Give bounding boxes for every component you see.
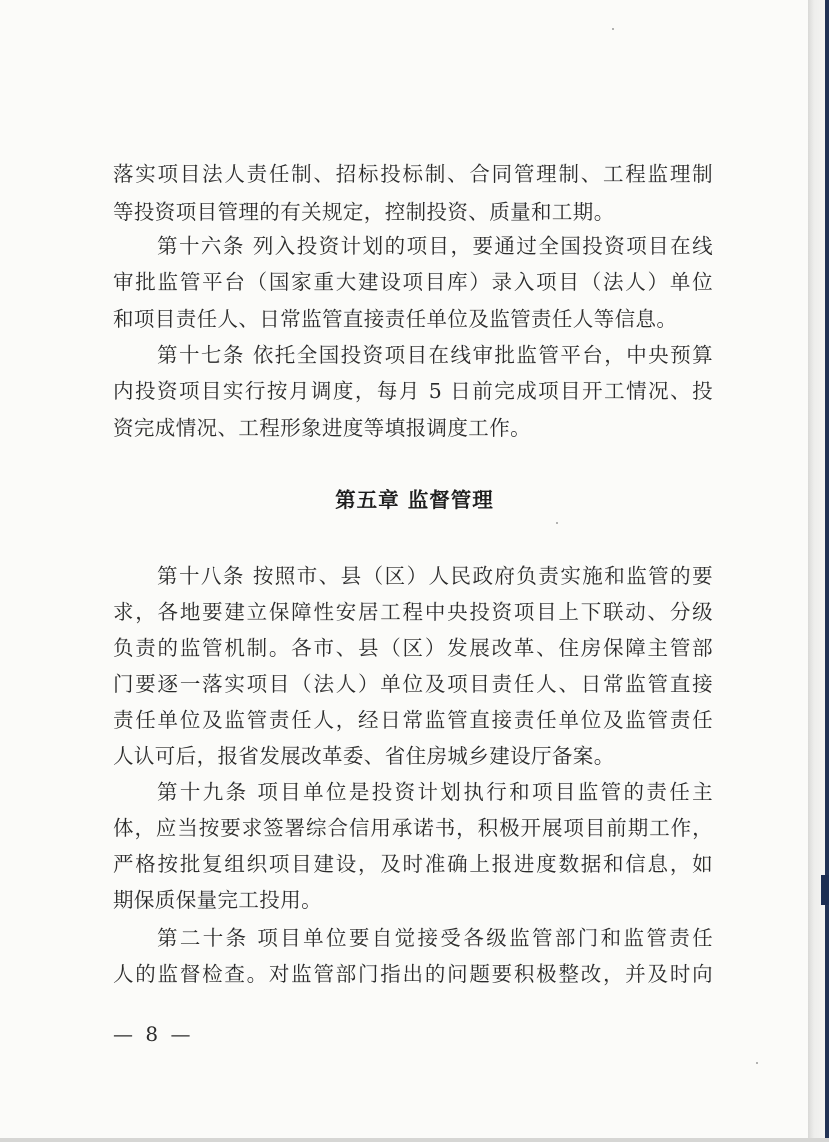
text-line: 人认可后，报省发展改革委、省住房城乡建设厅备案。	[113, 744, 615, 768]
text-line: 门要逐一落实项目（法人）单位及项目责任人、日常监管直接	[113, 672, 713, 696]
scan-speck	[612, 28, 614, 30]
article-17-start: 第十七条 依托全国投资项目在线审批监管平台，中央预算	[157, 343, 713, 367]
scan-speck	[756, 1062, 758, 1064]
text-line: 和项目责任人、日常监管直接责任单位及监管责任人等信息。	[113, 307, 678, 331]
article-19-start: 第十九条 项目单位是投资计划执行和项目监管的责任主	[157, 780, 713, 804]
text-line: 严格按批复组织项目建设，及时准确上报进度数据和信息，如	[113, 852, 713, 876]
chapter-heading: 第五章 监督管理	[335, 488, 494, 512]
text-line: 体，应当按要求签署综合信用承诺书，积极开展项目前期工作，	[113, 816, 713, 840]
article-18-start: 第十八条 按照市、县（区）人民政府负责实施和监管的要	[157, 564, 713, 588]
text-line: 内投资项目实行按月调度，每月 5 日前完成项目开工情况、投	[113, 379, 713, 403]
text-line: 负责的监管机制。各市、县（区）发展改革、住房保障主管部	[113, 636, 713, 660]
text-line: 审批监管平台（国家重大建设项目库）录入项目（法人）单位	[113, 270, 713, 294]
scan-bottom-edge	[0, 1138, 829, 1142]
page-number: — 8 —	[113, 1022, 194, 1046]
scan-binding-edge	[825, 0, 829, 1142]
scan-binding-mark	[821, 875, 829, 905]
text-line: 人的监督检查。对监管部门指出的问题要积极整改，并及时向	[113, 962, 713, 986]
text-line: 等投资项目管理的有关规定，控制投资、质量和工期。	[113, 200, 615, 224]
scan-speck	[556, 522, 558, 524]
text-line: 责任单位及监管责任人，经日常监管直接责任单位及监管责任	[113, 708, 713, 732]
text-line: 落实项目法人责任制、招标投标制、合同管理制、工程监理制	[113, 162, 713, 186]
text-line: 期保质保量完工投用。	[113, 888, 322, 912]
article-16-start: 第十六条 列入投资计划的项目，要通过全国投资项目在线	[157, 234, 713, 258]
text-line: 资完成情况、工程形象进度等填报调度工作。	[113, 416, 531, 440]
text-line: 求，各地要建立保障性安居工程中央投资项目上下联动、分级	[113, 600, 713, 624]
article-20-start: 第二十条 项目单位要自觉接受各级监管部门和监管责任	[157, 926, 713, 950]
